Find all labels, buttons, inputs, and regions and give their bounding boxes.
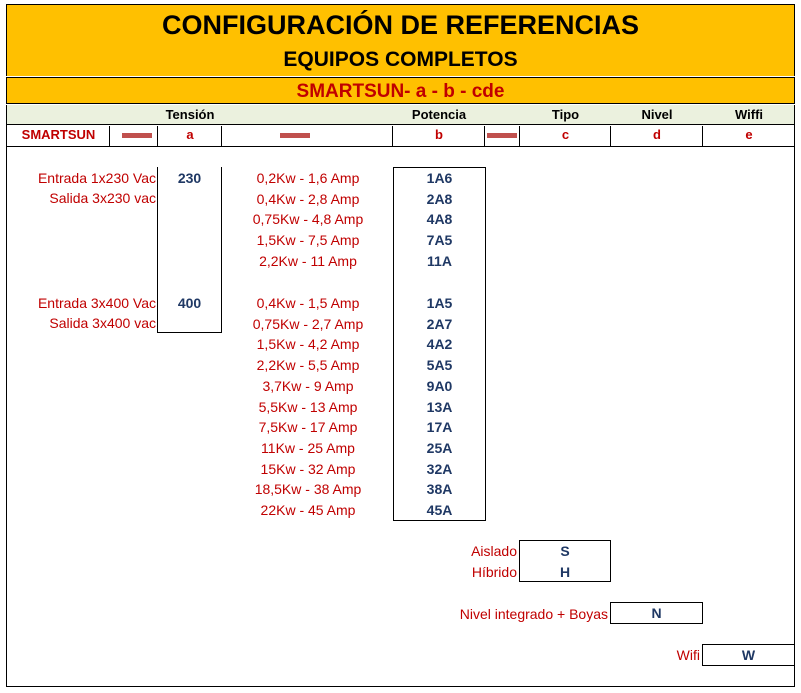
ref-prefix: SMARTSUN [21,127,96,142]
tipo-code-s: S [560,543,570,559]
separator-dash [280,133,310,138]
column-header-row [6,105,795,125]
potencia-code: 2A7 [426,316,453,332]
potencia-code: 45A [426,502,453,518]
potencia-desc: 2,2Kw - 11 Amp [259,253,357,269]
potencia-desc: 0,75Kw - 2,7 Amp [252,316,364,332]
divider [157,126,158,147]
tipo-label-aislado: Aislado [471,543,517,559]
ref-d: d [653,127,661,142]
potencia-code: 32A [426,461,453,477]
potencia-code: 9A0 [426,378,453,394]
potencia-desc: 1,5Kw - 4,2 Amp [256,336,360,352]
tension-code: 400 [177,295,202,311]
tension-label-salida: Salida 3x400 vac [49,315,156,331]
separator-dash [122,133,152,138]
potencia-code: 4A8 [426,211,453,227]
ref-a: a [186,127,194,142]
potencia-code: 5A5 [426,357,453,373]
potencia-code: 1A6 [426,170,453,186]
divider [610,126,611,147]
potencia-code: 4A2 [426,336,453,352]
potencia-desc: 22Kw - 45 Amp [260,502,356,518]
potencia-desc: 18,5Kw - 38 Amp [254,481,362,497]
potencia-desc: 0,4Kw - 2,8 Amp [256,191,360,207]
potencia-code: 7A5 [426,232,453,248]
wifi-label: Wifi [676,647,700,663]
divider [702,126,703,147]
divider [109,126,110,147]
col-tension: Tensión [165,107,215,122]
divider [519,126,520,147]
tension-label-entrada: Entrada 1x230 Vac [37,170,156,186]
potencia-code: 38A [426,481,453,497]
potencia-desc: 11Kw - 25 Amp [261,440,355,456]
potencia-code: 13A [426,399,453,415]
page-title: CONFIGURACIÓN DE REFERENCIAS [6,4,795,44]
nivel-code: N [651,605,662,621]
potencia-desc: 1,5Kw - 7,5 Amp [256,232,360,248]
tipo-label-hibrido: Híbrido [471,564,517,580]
separator-dash [487,133,517,138]
col-wifi: Wiffi [734,107,764,122]
col-tipo: Tipo [551,107,580,122]
potencia-desc: 15Kw - 32 Amp [260,461,356,477]
tension-label-salida: Salida 3x230 vac [49,190,156,206]
page-subtitle: EQUIPOS COMPLETOS [6,44,795,76]
potencia-code: 25A [426,440,453,456]
potencia-desc: 0,75Kw - 4,8 Amp [252,211,364,227]
divider [392,126,393,147]
tension-code: 230 [177,170,202,186]
potencia-code: 11A [427,253,452,269]
wifi-code: W [741,647,756,663]
ref-b: b [435,127,443,142]
potencia-code: 2A8 [426,191,453,207]
model-reference: SMARTSUN- a - b - cde [6,77,795,104]
potencia-code: 1A5 [426,295,453,311]
potencia-desc: 5,5Kw - 13 Amp [258,399,358,415]
tipo-code-h: H [559,564,571,580]
potencia-desc: 3,7Kw - 9 Amp [262,378,354,394]
ref-e: e [745,127,753,142]
col-potencia: Potencia [411,107,467,122]
col-nivel: Nivel [641,107,673,122]
divider [221,126,222,147]
potencia-desc: 7,5Kw - 17 Amp [258,419,358,435]
tension-label-entrada: Entrada 3x400 Vac [37,295,156,311]
potencia-desc: 0,4Kw - 1,5 Amp [256,295,360,311]
potencia-desc: 2,2Kw - 5,5 Amp [256,357,360,373]
nivel-label: Nivel integrado + Boyas [459,606,608,622]
ref-c: c [561,127,570,142]
potencia-code: 17A [426,419,453,435]
divider [484,126,485,147]
potencia-desc: 0,2Kw - 1,6 Amp [256,170,360,186]
